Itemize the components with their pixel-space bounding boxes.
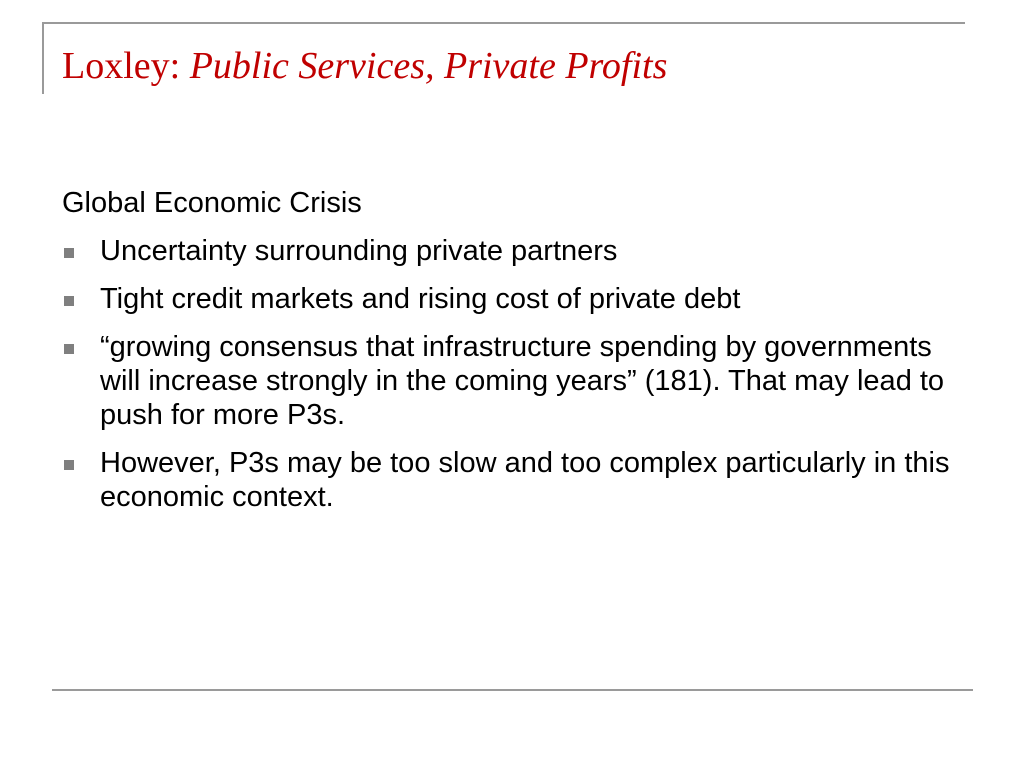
bullet-text: Tight credit markets and rising cost of private debt xyxy=(100,283,741,315)
bullet-item xyxy=(62,282,962,316)
slide-body xyxy=(62,186,962,528)
bullet-text: Uncertainty surrounding private partners xyxy=(100,235,618,267)
slide-title-main: Loxley: xyxy=(62,45,190,87)
square-bullet-icon xyxy=(64,344,74,354)
bullet-text: However, P3s may be too slow and too complex particularly in this economic context. xyxy=(100,447,950,513)
section-subheading: Global Economic Crisis xyxy=(62,187,362,219)
left-border-line xyxy=(42,22,44,94)
bottom-border-line xyxy=(52,689,973,691)
square-bullet-icon xyxy=(64,296,74,306)
bullet-item xyxy=(62,446,962,514)
slide-title-italic: Public Services, Private Profits xyxy=(189,45,668,87)
bullet-text: “growing consensus that infrastructure spending by governments will increase strongly in the coming years” (181). That may lead to push for more P3s. xyxy=(100,331,945,431)
slide-title xyxy=(62,44,667,90)
bullet-item xyxy=(62,330,962,432)
bullet-list xyxy=(62,234,962,514)
top-border-line xyxy=(42,22,965,24)
square-bullet-icon xyxy=(64,248,74,258)
square-bullet-icon xyxy=(64,460,74,470)
bullet-item xyxy=(62,234,962,268)
